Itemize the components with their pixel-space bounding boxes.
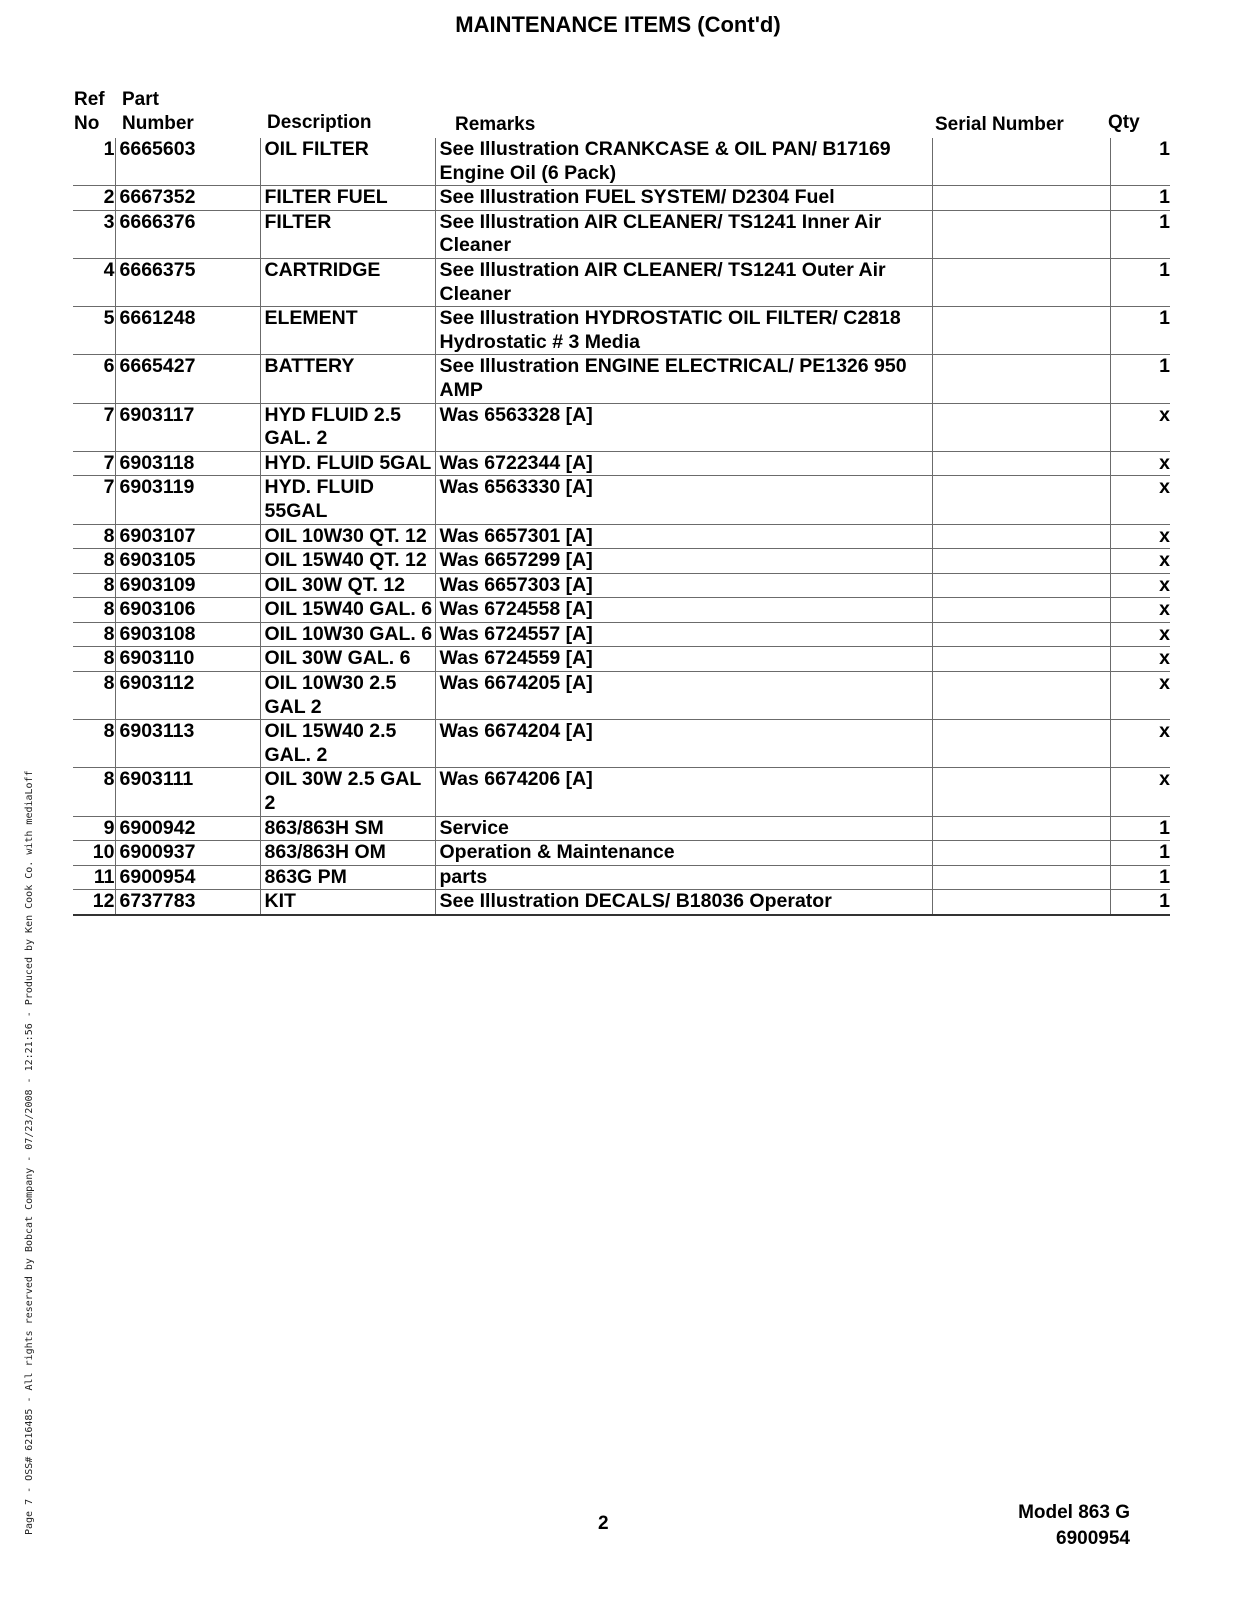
remarks-cell: Was 6724559 [A] — [435, 647, 932, 672]
remarks-cell: Was 6563330 [A] — [435, 476, 932, 524]
serial-number-cell — [932, 720, 1110, 768]
ref-cell: 10 — [73, 841, 115, 866]
ref-cell: 8 — [73, 672, 115, 720]
ref-cell: 8 — [73, 573, 115, 598]
part-number-cell: 6903119 — [115, 476, 260, 524]
remarks-cell: Was 6724558 [A] — [435, 598, 932, 623]
qty-cell: x — [1110, 672, 1170, 720]
part-number-cell: 6665603 — [115, 138, 260, 186]
part-number-cell: 6666376 — [115, 210, 260, 258]
serial-number-cell — [932, 138, 1110, 186]
model-name: Model 863 G — [1018, 1502, 1130, 1523]
table-row — [73, 210, 1170, 258]
serial-number-cell — [932, 307, 1110, 355]
table-row — [73, 720, 1170, 768]
side-copyright-note: Page 7 - OSS# 6216485 - All rights reserved by Bobcat Company - 07/23/2008 - 12:21:56 - Produced by Ken Cook Co. with mediaLoff — [24, 770, 35, 1535]
part-number-cell: 6903107 — [115, 524, 260, 549]
ref-cell: 7 — [73, 476, 115, 524]
table-row — [73, 672, 1170, 720]
remarks-cell: Was 6674206 [A] — [435, 768, 932, 816]
ref-cell: 7 — [73, 451, 115, 476]
table-row — [73, 307, 1170, 355]
qty-cell: 1 — [1110, 816, 1170, 841]
description-cell: OIL 30W 2.5 GAL 2 — [260, 768, 435, 816]
serial-number-cell — [932, 524, 1110, 549]
serial-number-cell — [932, 890, 1110, 915]
remarks-cell: Service — [435, 816, 932, 841]
qty-cell: 1 — [1110, 890, 1170, 915]
part-number-cell: 6903106 — [115, 598, 260, 623]
part-number-cell: 6903117 — [115, 403, 260, 451]
qty-cell: x — [1110, 451, 1170, 476]
ref-cell: 9 — [73, 816, 115, 841]
ref-cell: 3 — [73, 210, 115, 258]
header-serial-number: Serial Number — [935, 114, 1064, 135]
part-number-cell: 6737783 — [115, 890, 260, 915]
qty-cell: x — [1110, 573, 1170, 598]
document-number: 6900954 — [1056, 1528, 1130, 1549]
qty-cell: x — [1110, 403, 1170, 451]
serial-number-cell — [932, 622, 1110, 647]
ref-cell: 12 — [73, 890, 115, 915]
ref-cell: 8 — [73, 647, 115, 672]
qty-cell: x — [1110, 549, 1170, 574]
ref-cell: 8 — [73, 720, 115, 768]
serial-number-cell — [932, 816, 1110, 841]
description-cell: OIL 15W40 QT. 12 — [260, 549, 435, 574]
model-info — [1018, 1500, 1130, 1552]
maintenance-items-table — [73, 138, 1170, 916]
serial-number-cell — [932, 476, 1110, 524]
table-row — [73, 451, 1170, 476]
ref-cell: 5 — [73, 307, 115, 355]
part-number-cell: 6903105 — [115, 549, 260, 574]
remarks-cell: See Illustration HYDROSTATIC OIL FILTER/ C2818 Hydrostatic # 3 Media — [435, 307, 932, 355]
table-row — [73, 598, 1170, 623]
qty-cell: 1 — [1110, 307, 1170, 355]
part-number-cell: 6903110 — [115, 647, 260, 672]
part-number-cell: 6900942 — [115, 816, 260, 841]
serial-number-cell — [932, 647, 1110, 672]
serial-number-cell — [932, 573, 1110, 598]
description-cell: ELEMENT — [260, 307, 435, 355]
remarks-cell: See Illustration DECALS/ B18036 Operator — [435, 890, 932, 915]
description-cell: 863G PM — [260, 865, 435, 890]
qty-cell: x — [1110, 598, 1170, 623]
remarks-cell: Was 6657299 [A] — [435, 549, 932, 574]
part-number-cell: 6661248 — [115, 307, 260, 355]
header-qty: Qty — [1108, 112, 1140, 133]
ref-cell: 11 — [73, 865, 115, 890]
part-number-cell: 6900937 — [115, 841, 260, 866]
header-description: Description — [267, 112, 372, 133]
header-part-label: Part — [122, 89, 159, 110]
part-number-cell: 6903111 — [115, 768, 260, 816]
qty-cell: 1 — [1110, 355, 1170, 403]
serial-number-cell — [932, 186, 1110, 211]
table-row — [73, 476, 1170, 524]
header-ref-no — [74, 88, 105, 136]
remarks-cell: parts — [435, 865, 932, 890]
header-number-label: Number — [122, 113, 194, 134]
description-cell: OIL 30W GAL. 6 — [260, 647, 435, 672]
qty-cell: 1 — [1110, 258, 1170, 306]
qty-cell: 1 — [1110, 210, 1170, 258]
part-number-cell: 6666375 — [115, 258, 260, 306]
serial-number-cell — [932, 258, 1110, 306]
remarks-cell: Was 6724557 [A] — [435, 622, 932, 647]
table-row — [73, 403, 1170, 451]
table-body — [73, 138, 1170, 915]
part-number-cell: 6900954 — [115, 865, 260, 890]
description-cell: 863/863H OM — [260, 841, 435, 866]
table-row — [73, 186, 1170, 211]
remarks-cell: Was 6657303 [A] — [435, 573, 932, 598]
serial-number-cell — [932, 768, 1110, 816]
serial-number-cell — [932, 355, 1110, 403]
description-cell: KIT — [260, 890, 435, 915]
description-cell: OIL 30W QT. 12 — [260, 573, 435, 598]
qty-cell: 1 — [1110, 865, 1170, 890]
remarks-cell: See Illustration ENGINE ELECTRICAL/ PE1326 950 AMP — [435, 355, 932, 403]
qty-cell: 1 — [1110, 186, 1170, 211]
remarks-cell: Was 6674204 [A] — [435, 720, 932, 768]
ref-cell: 6 — [73, 355, 115, 403]
table-row — [73, 549, 1170, 574]
description-cell: OIL 10W30 2.5 GAL 2 — [260, 672, 435, 720]
part-number-cell: 6903113 — [115, 720, 260, 768]
description-cell: BATTERY — [260, 355, 435, 403]
table-row — [73, 355, 1170, 403]
qty-cell: x — [1110, 720, 1170, 768]
part-number-cell: 6903108 — [115, 622, 260, 647]
table-row — [73, 524, 1170, 549]
table-row — [73, 865, 1170, 890]
remarks-cell: See Illustration AIR CLEANER/ TS1241 Inner Air Cleaner — [435, 210, 932, 258]
remarks-cell: See Illustration AIR CLEANER/ TS1241 Outer Air Cleaner — [435, 258, 932, 306]
description-cell: OIL 10W30 GAL. 6 — [260, 622, 435, 647]
qty-cell: x — [1110, 647, 1170, 672]
remarks-cell: See Illustration FUEL SYSTEM/ D2304 Fuel — [435, 186, 932, 211]
table-row — [73, 622, 1170, 647]
description-cell: FILTER — [260, 210, 435, 258]
remarks-cell: Was 6657301 [A] — [435, 524, 932, 549]
serial-number-cell — [932, 403, 1110, 451]
part-number-cell: 6903118 — [115, 451, 260, 476]
serial-number-cell — [932, 549, 1110, 574]
header-ref-label: Ref — [74, 89, 105, 110]
serial-number-cell — [932, 865, 1110, 890]
description-cell: 863/863H SM — [260, 816, 435, 841]
qty-cell: x — [1110, 768, 1170, 816]
table-row — [73, 816, 1170, 841]
remarks-cell: Operation & Maintenance — [435, 841, 932, 866]
part-number-cell: 6903112 — [115, 672, 260, 720]
qty-cell: x — [1110, 622, 1170, 647]
serial-number-cell — [932, 210, 1110, 258]
part-number-cell: 6665427 — [115, 355, 260, 403]
ref-cell: 4 — [73, 258, 115, 306]
description-cell: HYD FLUID 2.5 GAL. 2 — [260, 403, 435, 451]
header-no-label: No — [74, 113, 100, 134]
header-part-number — [122, 88, 194, 136]
serial-number-cell — [932, 672, 1110, 720]
description-cell: CARTRIDGE — [260, 258, 435, 306]
description-cell: OIL 10W30 QT. 12 — [260, 524, 435, 549]
remarks-cell: Was 6674205 [A] — [435, 672, 932, 720]
description-cell: OIL 15W40 2.5 GAL. 2 — [260, 720, 435, 768]
serial-number-cell — [932, 451, 1110, 476]
table-row — [73, 841, 1170, 866]
qty-cell: 1 — [1110, 138, 1170, 186]
part-number-cell: 6667352 — [115, 186, 260, 211]
serial-number-cell — [932, 841, 1110, 866]
table-row — [73, 647, 1170, 672]
qty-cell: x — [1110, 476, 1170, 524]
ref-cell: 2 — [73, 186, 115, 211]
page-title: MAINTENANCE ITEMS (Cont'd) — [455, 12, 781, 37]
ref-cell: 8 — [73, 622, 115, 647]
ref-cell: 1 — [73, 138, 115, 186]
remarks-cell: Was 6563328 [A] — [435, 403, 932, 451]
remarks-cell: Was 6722344 [A] — [435, 451, 932, 476]
remarks-cell: See Illustration CRANKCASE & OIL PAN/ B17169 Engine Oil (6 Pack) — [435, 138, 932, 186]
table-row — [73, 890, 1170, 915]
table-row — [73, 138, 1170, 186]
serial-number-cell — [932, 598, 1110, 623]
page-number: 2 — [598, 1513, 609, 1534]
part-number-cell: 6903109 — [115, 573, 260, 598]
ref-cell: 8 — [73, 549, 115, 574]
table-row — [73, 768, 1170, 816]
ref-cell: 8 — [73, 598, 115, 623]
description-cell: FILTER FUEL — [260, 186, 435, 211]
table-row — [73, 573, 1170, 598]
qty-cell: x — [1110, 524, 1170, 549]
table-row — [73, 258, 1170, 306]
ref-cell: 7 — [73, 403, 115, 451]
header-remarks: Remarks — [455, 114, 536, 135]
description-cell: HYD. FLUID 55GAL — [260, 476, 435, 524]
description-cell: HYD. FLUID 5GAL — [260, 451, 435, 476]
description-cell: OIL 15W40 GAL. 6 — [260, 598, 435, 623]
ref-cell: 8 — [73, 768, 115, 816]
ref-cell: 8 — [73, 524, 115, 549]
qty-cell: 1 — [1110, 841, 1170, 866]
description-cell: OIL FILTER — [260, 138, 435, 186]
